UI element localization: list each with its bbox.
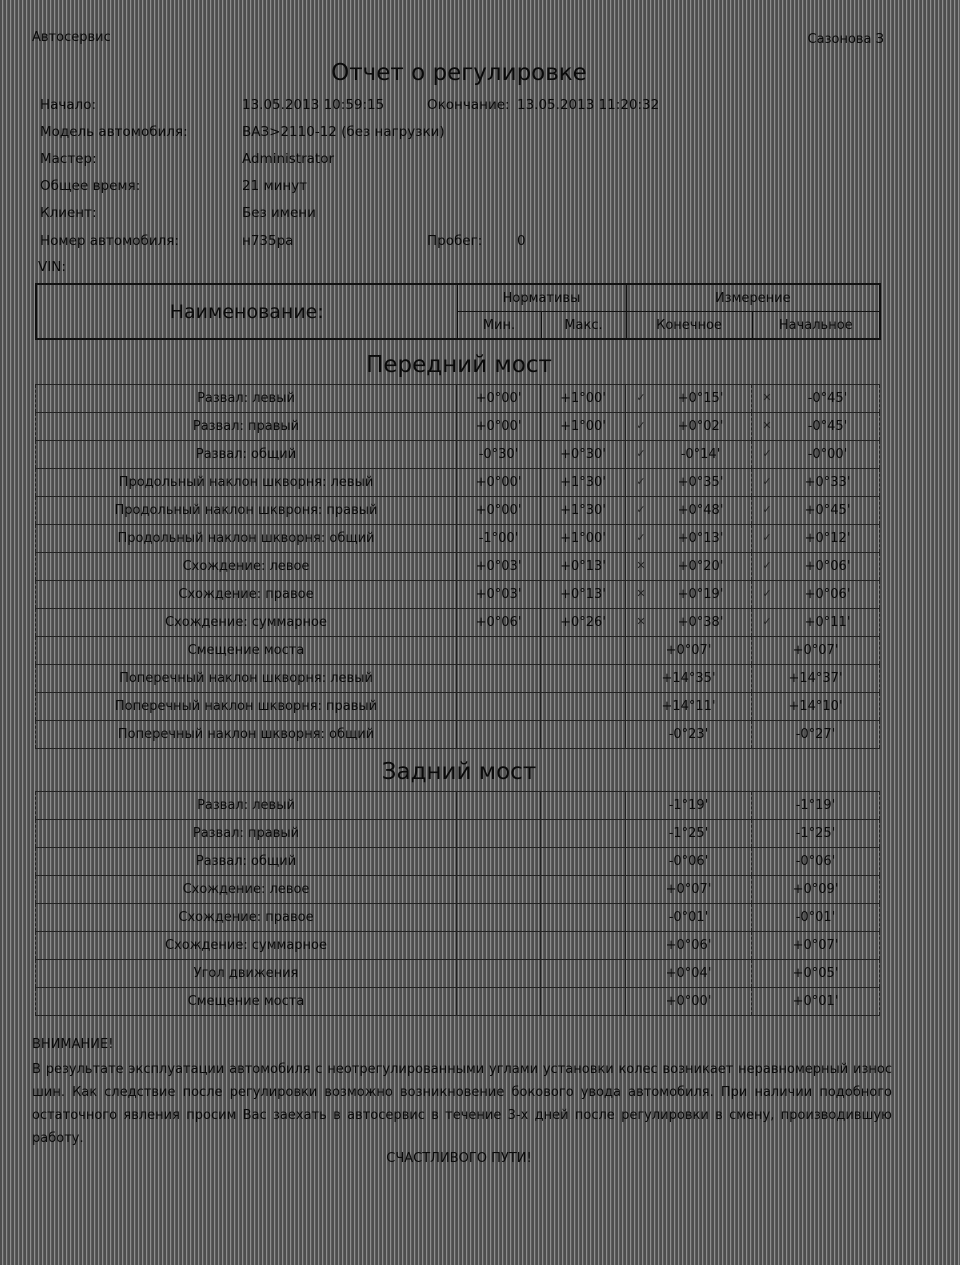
initial-cell xyxy=(752,665,880,693)
initial-value: -0°45' xyxy=(807,419,848,434)
final-value: +0°15' xyxy=(677,391,724,406)
norm-max: +0°13' xyxy=(541,581,626,609)
mileage-label: Пробег: xyxy=(427,233,483,249)
norm-max xyxy=(541,693,626,721)
norm-max xyxy=(541,932,626,960)
norm-max: +1°00' xyxy=(541,413,626,441)
final-value: +0°07' xyxy=(665,643,712,658)
warning-title: ВНИМАНИЕ! xyxy=(32,1037,114,1052)
initial-cell xyxy=(752,553,880,581)
front-axle-table xyxy=(35,384,880,749)
table-row xyxy=(36,665,880,693)
master-value: Administrator xyxy=(242,151,335,167)
initial-value: -0°06' xyxy=(795,854,836,869)
final-status-icon: ✓ xyxy=(636,531,646,544)
final-cell xyxy=(626,637,752,665)
initial-status-icon: ✓ xyxy=(762,475,772,488)
initial-status-icon: ✕ xyxy=(762,391,772,404)
column-header-final: Конечное xyxy=(626,312,752,340)
plate-value: н735ра xyxy=(242,233,294,249)
table-row xyxy=(36,693,880,721)
initial-value: -0°45' xyxy=(807,391,848,406)
norm-max xyxy=(541,721,626,749)
final-value: +0°06' xyxy=(665,938,712,953)
initial-value: +0°09' xyxy=(792,882,839,897)
initial-status-icon: ✓ xyxy=(762,587,772,600)
initial-cell xyxy=(752,385,880,413)
param-name: Развал: левый xyxy=(36,385,457,413)
initial-value: +0°07' xyxy=(792,938,839,953)
time-value: 21 минут xyxy=(242,178,308,194)
param-name: Схождение: суммарное xyxy=(36,609,457,637)
table-row xyxy=(36,637,880,665)
table-row xyxy=(36,932,880,960)
table-row xyxy=(36,413,880,441)
table-row xyxy=(36,497,880,525)
initial-status-icon: ✓ xyxy=(762,615,772,628)
final-value: +0°19' xyxy=(677,587,724,602)
initial-value: -0°01' xyxy=(795,910,836,925)
column-group-measure: Измерение xyxy=(626,284,880,312)
table-row xyxy=(36,904,880,932)
end-label: Окончание: xyxy=(427,97,510,113)
norm-max: +1°30' xyxy=(541,469,626,497)
final-cell xyxy=(626,932,752,960)
initial-cell xyxy=(752,581,880,609)
norm-min xyxy=(457,665,541,693)
norm-min xyxy=(457,637,541,665)
initial-cell xyxy=(752,848,880,876)
norm-min: +0°00' xyxy=(457,385,541,413)
initial-value: +14°10' xyxy=(788,699,843,714)
initial-value: +0°05' xyxy=(792,966,839,981)
final-value: -1°25' xyxy=(668,826,709,841)
final-cell xyxy=(626,553,752,581)
client-value: Без имени xyxy=(242,205,316,221)
final-cell xyxy=(626,609,752,637)
initial-status-icon: ✕ xyxy=(762,419,772,432)
norm-max xyxy=(541,665,626,693)
table-row xyxy=(36,988,880,1016)
initial-value: +0°45' xyxy=(804,503,851,518)
param-name: Схождение: левое xyxy=(36,876,457,904)
norm-max xyxy=(541,960,626,988)
final-value: +0°02' xyxy=(677,419,724,434)
table-row xyxy=(36,553,880,581)
norm-max xyxy=(541,820,626,848)
initial-cell xyxy=(752,525,880,553)
final-value: +0°20' xyxy=(677,559,724,574)
norm-max: +0°13' xyxy=(541,553,626,581)
initial-cell xyxy=(752,469,880,497)
initial-cell xyxy=(752,904,880,932)
param-name: Угол движения xyxy=(36,960,457,988)
final-status-icon: ✓ xyxy=(636,503,646,516)
initial-cell xyxy=(752,441,880,469)
norm-min: +0°00' xyxy=(457,413,541,441)
final-cell xyxy=(626,525,752,553)
section-title-front: Передний мост xyxy=(366,352,552,378)
norm-max: +1°30' xyxy=(541,497,626,525)
time-label: Общее время: xyxy=(40,178,141,194)
initial-cell xyxy=(752,637,880,665)
param-name: Развал: левый xyxy=(36,792,457,820)
norm-max: +1°00' xyxy=(541,385,626,413)
initial-value: +0°07' xyxy=(792,643,839,658)
norm-max xyxy=(541,876,626,904)
norm-min: +0°00' xyxy=(457,469,541,497)
final-value: +0°38' xyxy=(677,615,724,630)
initial-status-icon: ✓ xyxy=(762,531,772,544)
norm-max: +1°00' xyxy=(541,525,626,553)
final-status-icon: ✓ xyxy=(636,447,646,460)
final-cell xyxy=(626,721,752,749)
column-header-name: Наименование: xyxy=(36,284,457,339)
table-row xyxy=(36,525,880,553)
column-header-min: Мин. xyxy=(457,312,541,340)
norm-min xyxy=(457,792,541,820)
norm-min xyxy=(457,693,541,721)
final-value: +14°11' xyxy=(661,699,716,714)
client-label: Клиент: xyxy=(40,205,97,221)
report-title: Отчет о регулировке xyxy=(331,60,587,86)
initial-cell xyxy=(752,820,880,848)
initial-cell xyxy=(752,988,880,1016)
column-group-norms: Нормативы xyxy=(457,284,626,312)
final-cell xyxy=(626,820,752,848)
final-value: +0°13' xyxy=(677,531,724,546)
start-value: 13.05.2013 10:59:15 xyxy=(242,97,385,113)
table-row xyxy=(36,385,880,413)
norm-min xyxy=(457,960,541,988)
table-row xyxy=(36,876,880,904)
initial-status-icon: ✓ xyxy=(762,503,772,516)
service-name: Автосервис xyxy=(32,30,111,45)
table-row xyxy=(36,820,880,848)
param-name: Поперечный наклон шкворня: общий xyxy=(36,721,457,749)
table-row xyxy=(36,469,880,497)
norm-min: +0°03' xyxy=(457,581,541,609)
initial-cell xyxy=(752,721,880,749)
final-value: -0°23' xyxy=(668,727,709,742)
table-row xyxy=(36,609,880,637)
final-value: +0°04' xyxy=(665,966,712,981)
final-value: +0°48' xyxy=(677,503,724,518)
norm-min: +0°00' xyxy=(457,497,541,525)
initial-value: -1°25' xyxy=(795,826,836,841)
initial-value: +0°33' xyxy=(804,475,851,490)
mileage-value: 0 xyxy=(517,233,526,249)
table-row xyxy=(36,441,880,469)
initial-cell xyxy=(752,792,880,820)
norm-min xyxy=(457,876,541,904)
final-value: -1°19' xyxy=(668,798,709,813)
initial-cell xyxy=(752,609,880,637)
final-cell xyxy=(626,876,752,904)
param-name: Продольный наклон шкворня: левый xyxy=(36,469,457,497)
final-value: -0°14' xyxy=(680,447,721,462)
start-label: Начало: xyxy=(40,97,97,113)
norm-min: +0°06' xyxy=(457,609,541,637)
final-status-icon: ✓ xyxy=(636,419,646,432)
initial-value: +0°11' xyxy=(804,615,851,630)
final-status-icon: ✓ xyxy=(636,475,646,488)
final-value: +0°00' xyxy=(665,994,712,1009)
norm-min xyxy=(457,932,541,960)
norm-min xyxy=(457,904,541,932)
norm-min: +0°03' xyxy=(457,553,541,581)
norm-max: +0°26' xyxy=(541,609,626,637)
master-label: Мастер: xyxy=(40,151,97,167)
param-name: Развал: правый xyxy=(36,820,457,848)
rear-axle-table xyxy=(35,791,880,1016)
norm-max xyxy=(541,988,626,1016)
initial-value: +0°06' xyxy=(804,559,851,574)
final-cell xyxy=(626,497,752,525)
initial-value: +0°06' xyxy=(804,587,851,602)
table-row xyxy=(36,792,880,820)
norm-max: +0°30' xyxy=(541,441,626,469)
end-value: 13.05.2013 11:20:32 xyxy=(517,97,660,113)
final-value: +14°35' xyxy=(661,671,716,686)
param-name: Развал: правый xyxy=(36,413,457,441)
param-name: Смещение моста xyxy=(36,988,457,1016)
vin-label: VIN: xyxy=(38,259,66,275)
final-value: +0°07' xyxy=(665,882,712,897)
param-name: Развал: общий xyxy=(36,848,457,876)
norm-max xyxy=(541,792,626,820)
final-value: +0°35' xyxy=(677,475,724,490)
initial-cell xyxy=(752,932,880,960)
norm-max xyxy=(541,637,626,665)
table-row xyxy=(36,960,880,988)
initial-value: +14°37' xyxy=(788,671,843,686)
model-label: Модель автомобиля: xyxy=(40,124,188,140)
param-name: Схождение: суммарное xyxy=(36,932,457,960)
final-value: -0°06' xyxy=(668,854,709,869)
initial-value: -1°19' xyxy=(795,798,836,813)
norm-min xyxy=(457,820,541,848)
final-status-icon: ✕ xyxy=(636,587,646,600)
final-cell xyxy=(626,960,752,988)
final-cell xyxy=(626,581,752,609)
model-value: ВАЗ>2110-12 (без нагрузки) xyxy=(242,124,445,140)
initial-status-icon: ✓ xyxy=(762,559,772,572)
param-name: Смещение моста xyxy=(36,637,457,665)
norm-min: -0°30' xyxy=(457,441,541,469)
param-name: Поперечный наклон шкворня: левый xyxy=(36,665,457,693)
final-status-icon: ✕ xyxy=(636,615,646,628)
final-status-icon: ✓ xyxy=(636,391,646,404)
final-value: -0°01' xyxy=(668,910,709,925)
warning-text: В результате эксплуатации автомобиля с неотрегулированными углами установки колес возникает неравномерный износ шин. Как следствие после регулировки возможно возникновение бокового увода автомобиля. При наличии подобного остаточного явления просим Вас заехать в автосервис в течение 3-х дней после регулировки в смену, производившую работу. xyxy=(32,1062,892,1146)
operator-name: Сазонова З xyxy=(807,32,884,47)
final-cell xyxy=(626,848,752,876)
norm-max xyxy=(541,904,626,932)
table-header xyxy=(35,283,881,340)
column-header-max: Макс. xyxy=(541,312,626,340)
initial-cell xyxy=(752,693,880,721)
param-name: Схождение: левое xyxy=(36,553,457,581)
param-name: Продольный наклон шквроня: правый xyxy=(36,497,457,525)
final-status-icon: ✕ xyxy=(636,559,646,572)
initial-value: -0°00' xyxy=(807,447,848,462)
initial-status-icon: ✓ xyxy=(762,447,772,460)
param-name: Схождение: правое xyxy=(36,904,457,932)
final-cell xyxy=(626,693,752,721)
final-cell xyxy=(626,413,752,441)
initial-value: -0°27' xyxy=(795,727,836,742)
norm-min: -1°00' xyxy=(457,525,541,553)
final-cell xyxy=(626,665,752,693)
initial-cell xyxy=(752,413,880,441)
norm-min xyxy=(457,721,541,749)
farewell-text: СЧАСТЛИВОГО ПУТИ! xyxy=(386,1151,532,1166)
final-cell xyxy=(626,441,752,469)
final-cell xyxy=(626,904,752,932)
initial-value: +0°12' xyxy=(804,531,851,546)
initial-cell xyxy=(752,876,880,904)
param-name: Продольный наклон шкворня: общий xyxy=(36,525,457,553)
column-header-initial: Начальное xyxy=(752,312,880,340)
table-row xyxy=(36,581,880,609)
final-cell xyxy=(626,792,752,820)
initial-cell xyxy=(752,960,880,988)
initial-cell xyxy=(752,497,880,525)
plate-label: Номер автомобиля: xyxy=(40,233,179,249)
param-name: Развал: общий xyxy=(36,441,457,469)
final-cell xyxy=(626,988,752,1016)
norm-max xyxy=(541,848,626,876)
table-row xyxy=(36,721,880,749)
norm-min xyxy=(457,848,541,876)
param-name: Схождение: правое xyxy=(36,581,457,609)
table-row xyxy=(36,848,880,876)
initial-value: +0°01' xyxy=(792,994,839,1009)
final-cell xyxy=(626,469,752,497)
norm-min xyxy=(457,988,541,1016)
section-title-rear: Задний мост xyxy=(381,759,537,785)
param-name: Поперечный наклон шкворня: правый xyxy=(36,693,457,721)
final-cell xyxy=(626,385,752,413)
